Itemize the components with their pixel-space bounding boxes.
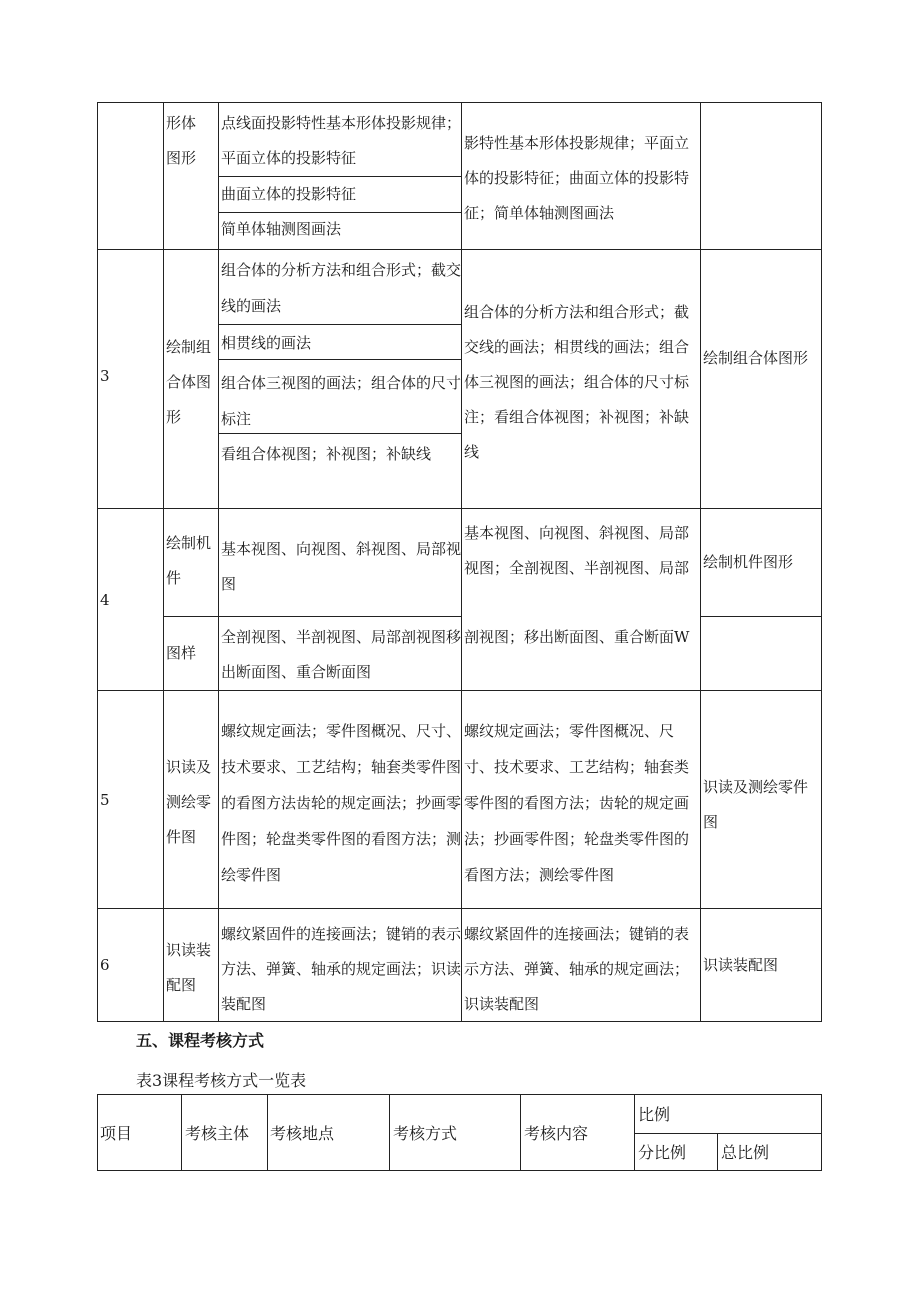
- ability-text: 识读装配图: [703, 956, 779, 974]
- knowledge-cell: [464, 917, 700, 1022]
- header-sub-ratio: 分比例: [638, 1143, 687, 1162]
- topic-cell: [166, 106, 216, 176]
- content-text: 螺纹紧固件的连接画法；键销的表示方法、弹簧、轴承的规定画法；识读装配图: [221, 925, 461, 1013]
- content-cell: [221, 252, 461, 324]
- topic-cell: [166, 750, 216, 855]
- content-line: 组合体的分析方法和组合形式；截交线的画法: [221, 261, 461, 315]
- content-line: 简单体轴测图画法: [221, 220, 342, 238]
- topic-text: 形体 图形: [166, 114, 197, 167]
- topic-text: 绘制组合体图形: [166, 338, 212, 426]
- topic-text: 识读及测绘零件图: [166, 758, 212, 846]
- table-caption: 表3课程考核方式一览表: [136, 1071, 307, 1090]
- ability-cell: [703, 545, 820, 580]
- header-content: 考核内容: [524, 1124, 589, 1143]
- content-text: 基本视图、向视图、斜视图、局部视图: [221, 540, 461, 593]
- ability-cell: [703, 770, 820, 840]
- header-method: 考核方式: [393, 1124, 458, 1143]
- content-cell: [221, 713, 461, 893]
- row-number-text: 5: [100, 791, 110, 809]
- content-cell: [221, 177, 461, 212]
- content-cell: [221, 917, 461, 1022]
- topic-text: 绘制机件: [166, 534, 212, 587]
- topic-cell: [166, 636, 216, 671]
- topic-cell: [166, 330, 216, 435]
- content-cell: [221, 106, 461, 176]
- header-assessor: 考核主体: [185, 1124, 250, 1143]
- knowledge-cell: [464, 516, 700, 586]
- ability-text: 识读及测绘零件图: [703, 778, 809, 831]
- topic-cell: [166, 933, 216, 1003]
- knowledge-cell: [464, 713, 700, 893]
- header-total-ratio: 总比例: [721, 1143, 770, 1162]
- row-number: [100, 948, 160, 983]
- content-line: 点线面投影特性基本形体投影规律；平面立体的投影特征: [221, 114, 461, 167]
- content-line: 组合体三视图的画法；组合体的尺寸标注: [221, 374, 461, 428]
- row-number-text: 6: [100, 956, 110, 974]
- row-number: [100, 583, 160, 618]
- topic-cell: [166, 526, 216, 596]
- topic-text: 识读装配图: [166, 941, 212, 994]
- ability-cell: [703, 948, 820, 983]
- knowledge-text: 螺纹紧固件的连接画法；键销的表示方法、弹簧、轴承的规定画法；识读装配图: [464, 925, 690, 1013]
- row-number: [100, 783, 160, 818]
- row-number-text: 4: [100, 591, 110, 609]
- knowledge-cell: [464, 126, 700, 231]
- content-cell: [221, 532, 461, 602]
- content-line: 曲面立体的投影特征: [221, 185, 357, 203]
- content-text: 全剖视图、半剖视图、局部剖视图移出断面图、重合断面图: [221, 628, 461, 681]
- content-cell: [221, 212, 461, 247]
- header-project: 项目: [100, 1124, 133, 1143]
- ability-cell: [703, 341, 813, 376]
- ability-text: 绘制组合体图形: [703, 349, 809, 367]
- knowledge-text: 剖视图；移出断面图、重合断面W: [464, 628, 690, 646]
- ability-text: 绘制机件图形: [703, 553, 794, 571]
- content-text: 螺纹规定画法；零件图概况、尺寸、技术要求、工艺结构；轴套类零件图的看图方法齿轮的规定画法；抄画零件图；轮盘类零件图的看图方法；测绘零件图: [221, 722, 461, 884]
- knowledge-text: 基本视图、向视图、斜视图、局部视图；全剖视图、半剖视图、局部: [464, 524, 690, 577]
- row-number-text: 3: [100, 367, 110, 385]
- content-cell: [221, 326, 461, 361]
- knowledge-text: 影特性基本形体投影规律；平面立体的投影特征；曲面立体的投影特征；简单体轴测图画法: [464, 134, 690, 222]
- header-ratio: 比例: [638, 1105, 671, 1124]
- section-heading: 五、课程考核方式: [136, 1031, 265, 1050]
- knowledge-text: 组合体的分析方法和组合形式；截交线的画法；相贯线的画法；组合体三视图的画法；组合体的尺寸标注；看组合体视图；补视图；补缺线: [464, 303, 690, 461]
- header-location: 考核地点: [270, 1124, 335, 1143]
- topic-text: 图样: [166, 644, 197, 662]
- knowledge-text: 螺纹规定画法；零件图概况、尺寸、技术要求、工艺结构；轴套类零件图的看图方法；齿轮的规定画法；抄画零件图；轮盘类零件图的看图方法；测绘零件图: [464, 722, 690, 884]
- content-cell: [221, 620, 461, 690]
- content-cell: [221, 365, 461, 437]
- row-number: [100, 359, 160, 394]
- knowledge-cell: [464, 620, 700, 655]
- content-line: 看组合体视图；补视图；补缺线: [221, 445, 432, 463]
- knowledge-cell: [464, 295, 700, 470]
- content-cell: [221, 436, 461, 473]
- content-line: 相贯线的画法: [221, 334, 312, 352]
